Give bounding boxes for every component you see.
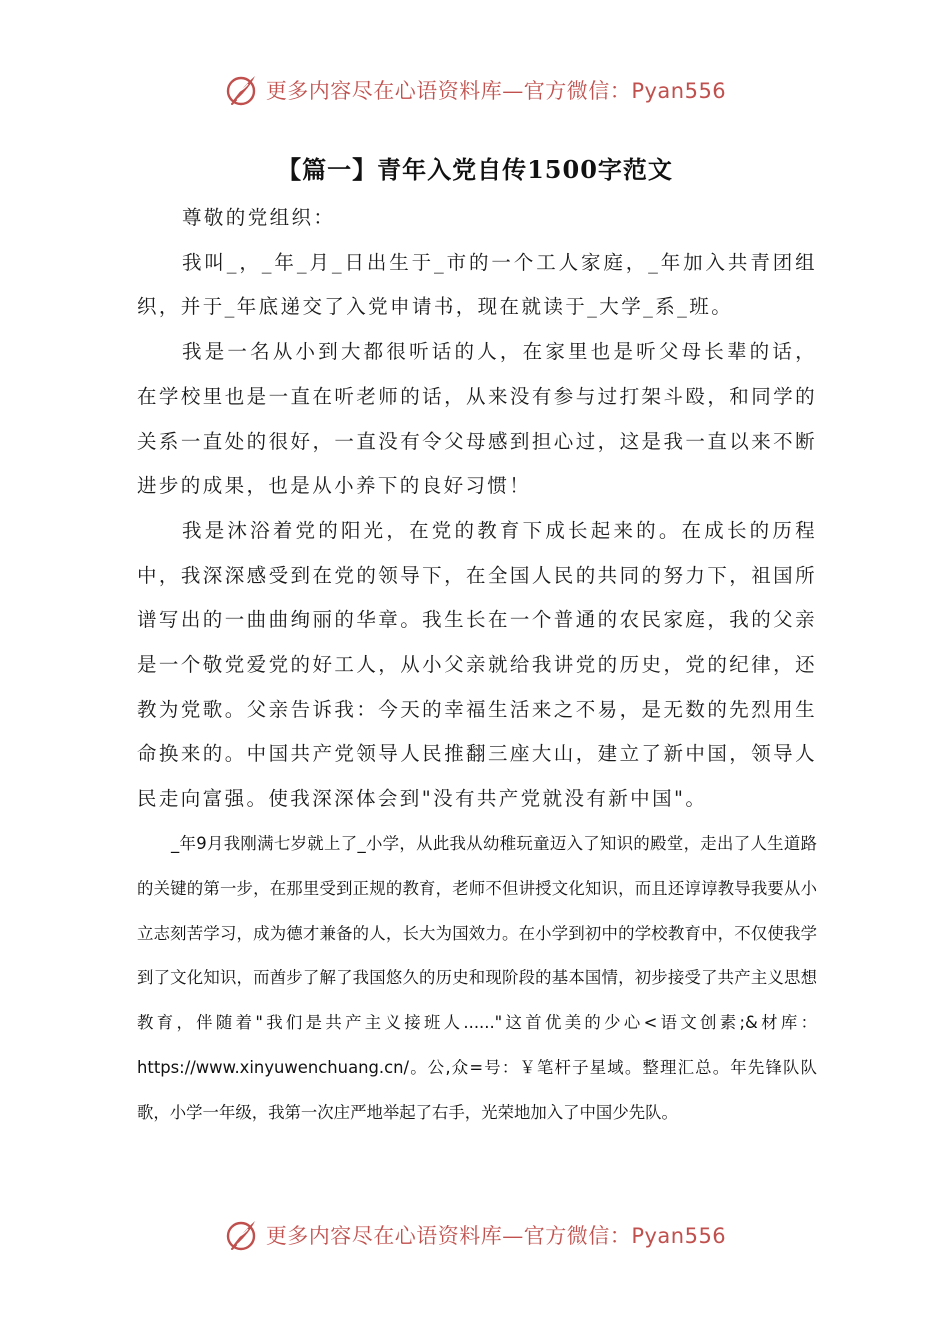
quill-pen-logo-icon [224,1217,260,1253]
body-paragraph: 我是沐浴着党的阳光，在党的教育下成长起来的。在成长的历程中，我深深感受到在党的领导下，在全国人民的共同的努力下，祖国所谱写出的一曲曲绚丽的华章。我生长在一个普通的农民家庭，我的父亲是一个敬党爱党的好工人，从小父亲就给我讲党的历史，党的纪律，还教为党歌。父亲告诉我：今天的幸福生活来之不易，是无数的先烈用生命换来的。中国共产党领导人民推翻三座大山，建立了新中国，领导人民走向富强。使我深深体会到"没有共产党就没有新中国"。 [137,518,817,811]
document-body-serif [137,196,817,822]
body-paragraph: 我是一名从小到大都很听话的人，在家里也是听父母长辈的话，在学校里也是一直在听老师的话，从来没有参与过打架斗殴，和同学的关系一直处的很好，一直没有令父母感到担心过，这是我一直以来不断进步的成果，也是从小养下的良好习惯！ [137,340,817,498]
page-header-banner [0,72,950,108]
body-paragraph: _年9月我刚满七岁就上了_小学，从此我从幼稚玩童迈入了知识的殿堂，走出了人生道路的关键的第一步，在那里受到正规的教育，老师不但讲授文化知识，而且还谆谆教导我要从小立志刻苦学习，成为德才兼备的人，长大为国效力。在小学到初中的学校教育中，不仅使我学到了文化知识，而酋步了解了我国悠久的历史和现阶段的基本国情，初步接受了共产主义思想教育，伴随着"我们是共产主义接班人......"这首优美的少心<语文创素;&材库：https://www.xinyuwenchuang.cn/。公,众=号：￥笔杆子星域。整理汇总。年先锋队队歌，小学一年级，我第一次庄严地举起了右手，光荣地加入了中国少先队。 [137,834,817,1122]
header-wechat-id: Pyan556 [631,79,727,103]
footer-banner-text: 更多内容尽在心语资料库—官方微信：Pyan556 [265,1224,727,1248]
salutation: 尊敬的党组织： [182,206,336,229]
footer-wechat-id: Pyan556 [631,1224,727,1248]
quill-pen-logo-icon [224,72,260,108]
document-body-sans [137,822,817,1136]
header-banner-text: 更多内容尽在心语资料库—官方微信：Pyan556 [265,79,727,103]
document-title: 【篇一】青年入党自传1500字范文 [277,155,673,184]
page-footer-banner [0,1217,950,1253]
body-paragraph: 我叫_，_年_月_日出生于_市的一个工人家庭，_年加入共青团组织，并于_年底递交了入党申请书，现在就读于_大学_系_班。 [137,250,817,319]
